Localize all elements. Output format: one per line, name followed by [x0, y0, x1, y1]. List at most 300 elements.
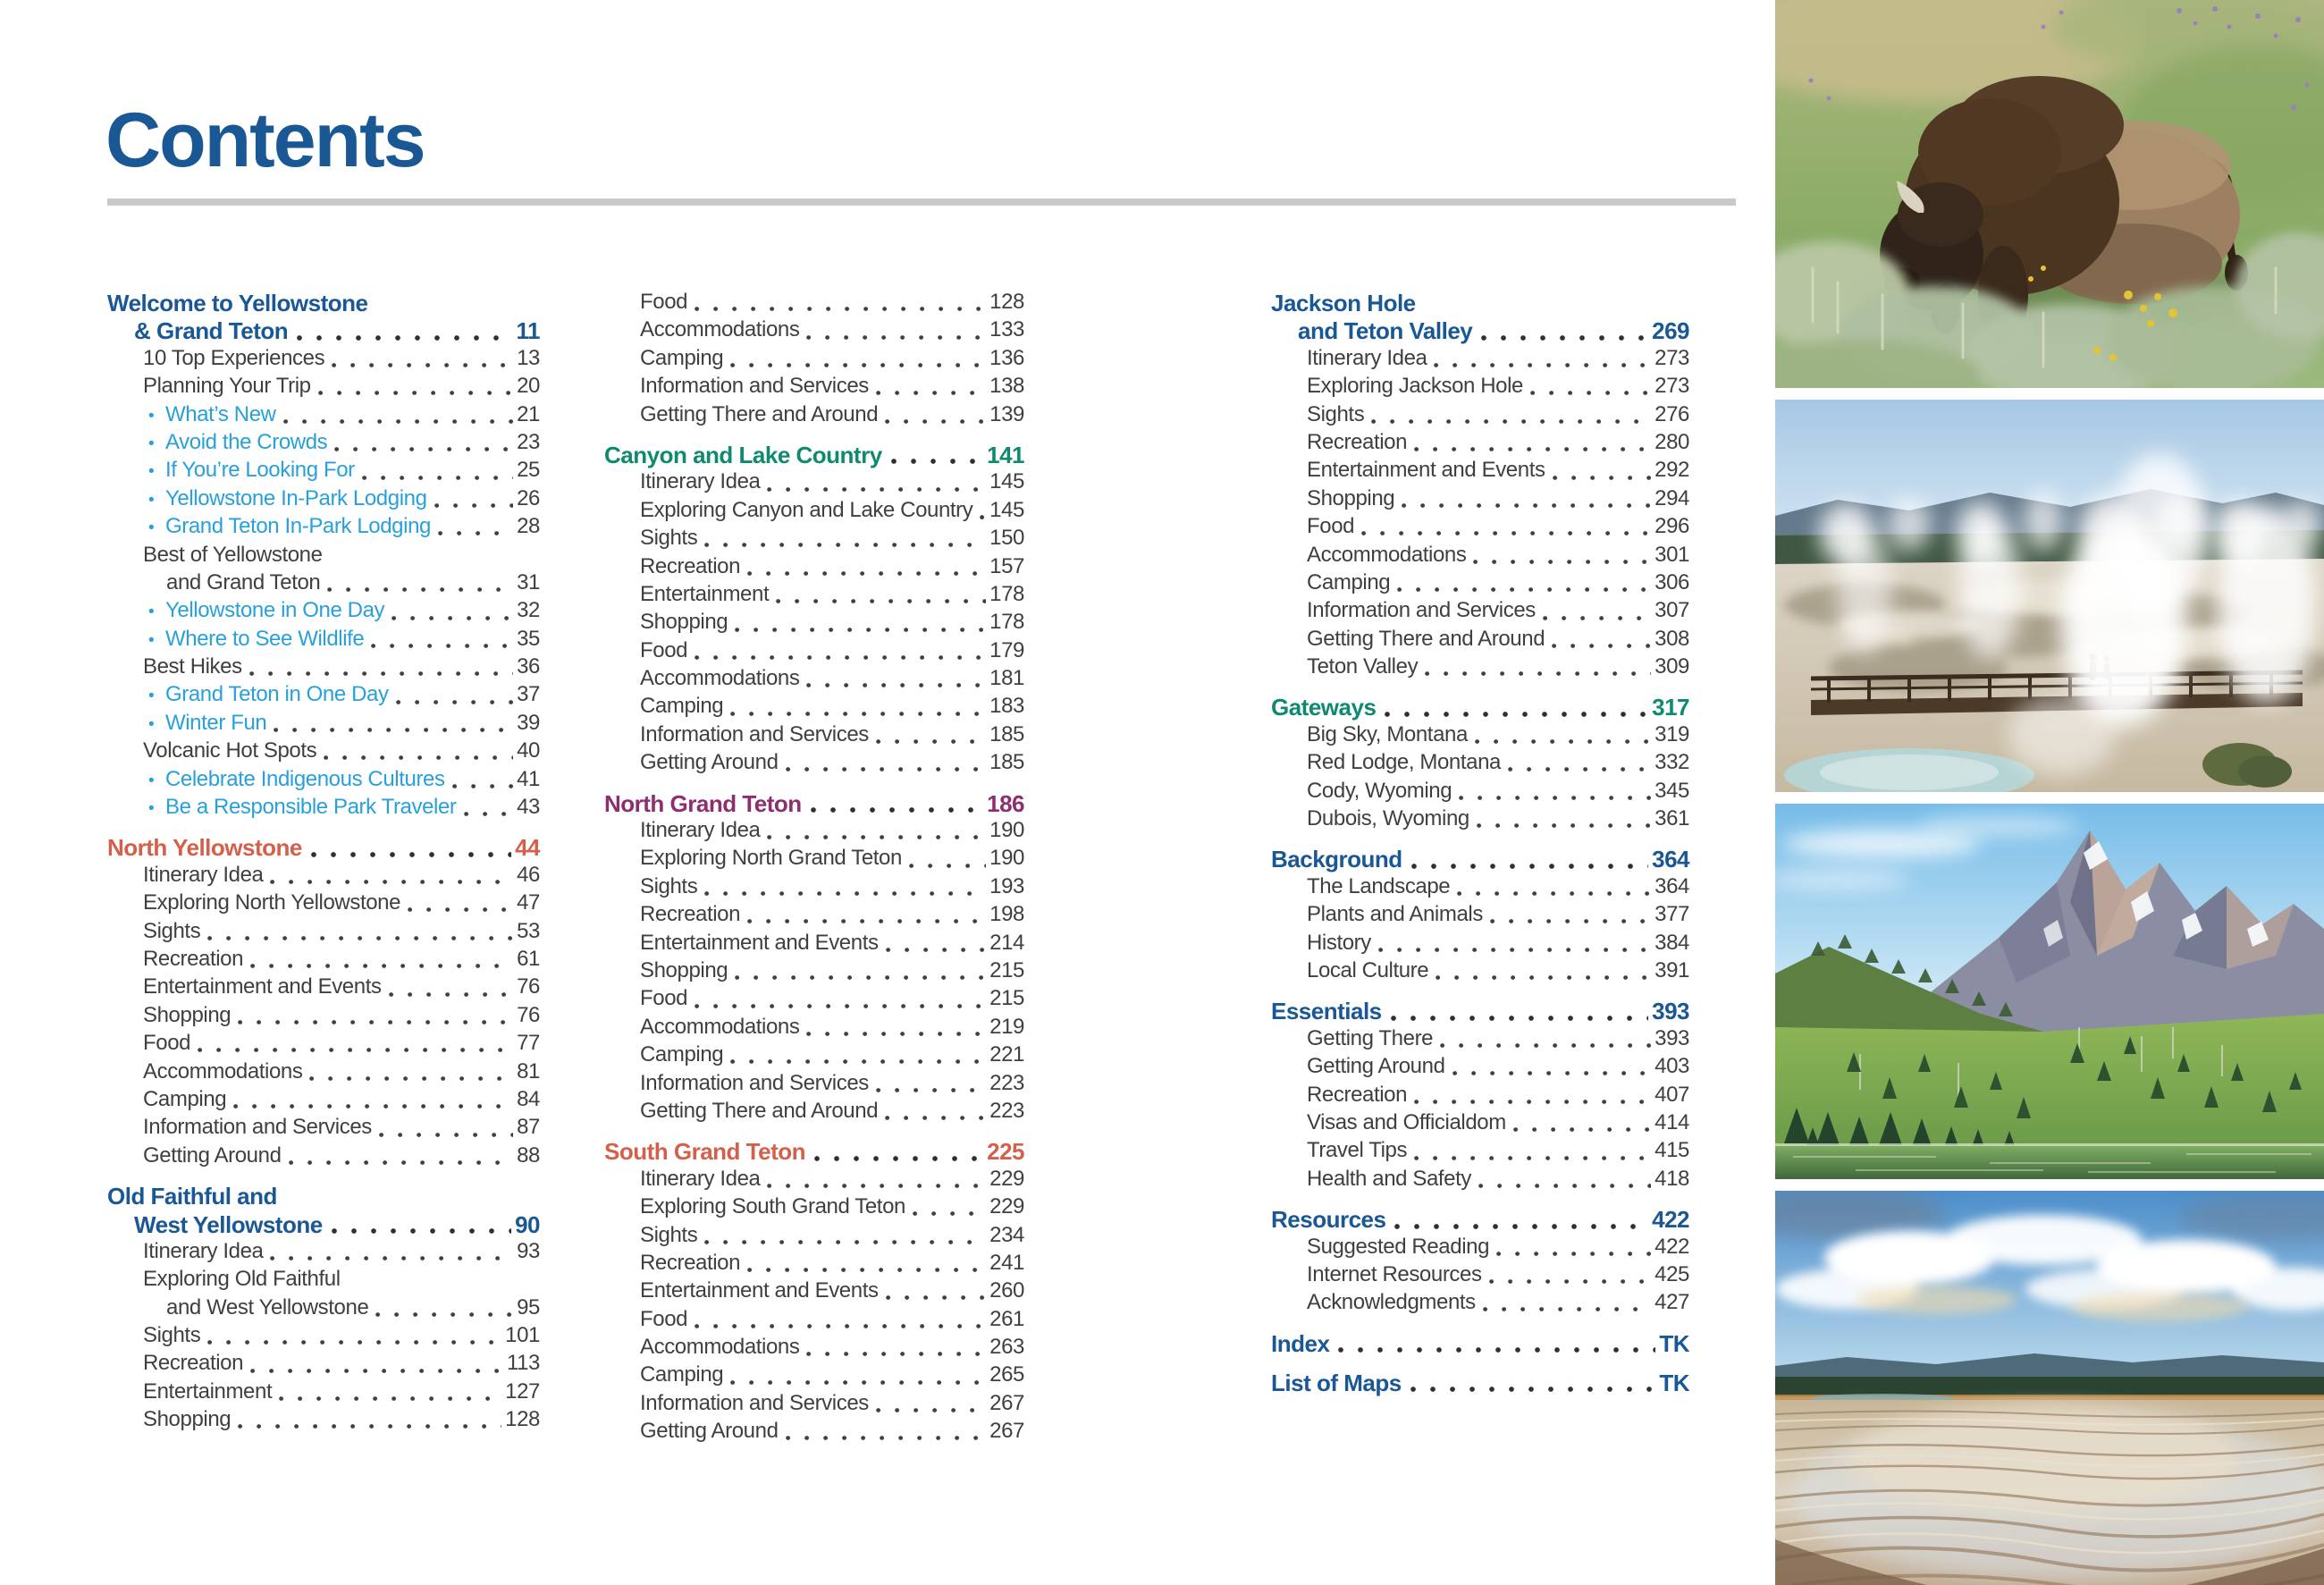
- row-label: Recreation: [640, 902, 741, 927]
- page-number: 301: [1655, 542, 1689, 567]
- page-number: 61: [517, 946, 540, 971]
- leader-dots: [747, 902, 986, 930]
- row-label: Teton Valley: [1307, 654, 1419, 679]
- toc-row: [604, 1015, 1024, 1042]
- leader-dots: [1508, 750, 1651, 778]
- photo-bison-meadow: [1775, 0, 2324, 388]
- page-number: 269: [1652, 317, 1689, 345]
- leader-dots: [1440, 1026, 1651, 1054]
- row-label: Internet Resources: [1307, 1261, 1482, 1286]
- page-number: 296: [1655, 514, 1689, 539]
- toc-row: [604, 1307, 1024, 1335]
- leader-dots: [207, 919, 513, 947]
- toc-row: [107, 486, 540, 514]
- section-title: Jackson Hole: [1271, 290, 1416, 316]
- leader-dots: [1481, 317, 1648, 345]
- leader-dots: [327, 570, 513, 598]
- row-label: Visas and Officialdom: [1307, 1109, 1506, 1134]
- toc-header-row: [604, 1138, 1024, 1166]
- toc-row: [604, 1042, 1024, 1070]
- section-title: Old Faithful and: [107, 1183, 277, 1210]
- leader-dots: [1552, 627, 1651, 654]
- leader-dots: [318, 374, 513, 401]
- toc-row: [107, 919, 540, 947]
- toc-row: [1271, 543, 1689, 570]
- page-number: 219: [989, 1014, 1024, 1039]
- page-number: 20: [517, 374, 540, 399]
- row-label: If You’re Looking For: [165, 458, 355, 483]
- page-number: 393: [1655, 1025, 1689, 1050]
- leader-dots: [233, 1087, 513, 1115]
- row-label: Getting There and Around: [640, 401, 879, 426]
- toc-row: [107, 654, 540, 682]
- row-label: Exploring Old Faithful: [143, 1267, 341, 1292]
- leader-dots: [1338, 1330, 1655, 1358]
- section-title: Welcome to Yellowstone: [107, 290, 368, 316]
- page-number: 190: [989, 846, 1024, 871]
- toc-row: [107, 1143, 540, 1171]
- bullet-dot: •: [148, 518, 155, 538]
- row-label: Recreation: [640, 1250, 741, 1275]
- bullet-dot: •: [148, 630, 155, 650]
- page-number: 308: [1655, 626, 1689, 651]
- toc-row: [107, 346, 540, 374]
- row-label: Entertainment and Events: [1307, 458, 1545, 483]
- toc-row: [604, 750, 1024, 778]
- row-label: Camping: [640, 694, 724, 719]
- page-number: 225: [987, 1138, 1024, 1166]
- bullet-dot: •: [148, 687, 155, 706]
- leader-dots: [1436, 958, 1651, 986]
- row-label: Yellowstone In-Park Lodging: [165, 485, 427, 510]
- leader-dots: [1394, 1206, 1648, 1234]
- row-label: Food: [1307, 514, 1355, 539]
- leader-dots: [704, 1223, 986, 1251]
- page-number: 273: [1655, 345, 1689, 370]
- toc-row: [107, 738, 540, 766]
- page-number: 179: [989, 637, 1024, 662]
- row-label: Camping: [640, 1042, 724, 1067]
- toc-row: [604, 1223, 1024, 1251]
- page-number: 53: [517, 918, 540, 943]
- section-title: Resources: [1271, 1206, 1386, 1234]
- toc-row: [107, 711, 540, 738]
- page-number: 13: [517, 345, 540, 370]
- page-number: 28: [517, 514, 540, 539]
- row-label: Recreation: [1307, 1082, 1408, 1107]
- page-number: 393: [1652, 998, 1689, 1025]
- leader-dots: [408, 890, 513, 918]
- toc-header-row: [1271, 998, 1689, 1025]
- toc-header-row: [1271, 1330, 1689, 1358]
- toc-row: [604, 666, 1024, 694]
- bullet-dot: •: [148, 434, 155, 453]
- row-label: Getting Around: [640, 750, 779, 775]
- page-number: 263: [989, 1335, 1024, 1360]
- row-label: Shopping: [143, 1407, 232, 1432]
- row-label: Information and Services: [640, 1390, 869, 1415]
- row-label: Information and Services: [1307, 598, 1536, 623]
- row-label: Accommodations: [143, 1058, 303, 1083]
- page-number: 384: [1655, 930, 1689, 955]
- toc-column-3: [1271, 290, 1689, 1397]
- page-number: 181: [989, 666, 1024, 691]
- row-label: Itinerary Idea: [143, 1238, 264, 1263]
- leader-dots: [695, 1307, 986, 1335]
- leader-dots: [885, 1099, 986, 1126]
- page-number: 138: [989, 374, 1024, 399]
- row-label: Recreation: [143, 1351, 244, 1376]
- toc-row: [604, 374, 1024, 401]
- leader-dots: [806, 666, 986, 694]
- leader-dots: [909, 846, 986, 873]
- leader-dots: [1457, 874, 1651, 902]
- leader-dots: [1414, 1138, 1651, 1166]
- page-number: 422: [1655, 1234, 1689, 1259]
- leader-dots: [806, 1015, 986, 1042]
- row-label: Itinerary Idea: [640, 818, 761, 843]
- page-number: 39: [517, 710, 540, 735]
- toc-row: [604, 1391, 1024, 1419]
- page-number: 403: [1655, 1054, 1689, 1079]
- leader-dots: [876, 722, 986, 750]
- page-number: 193: [989, 873, 1024, 898]
- page-number: 415: [1655, 1138, 1689, 1163]
- page-number: 25: [517, 458, 540, 483]
- mountain-lake-illustration: [1775, 804, 2324, 1179]
- toc-row: [1271, 486, 1689, 514]
- row-label: Camping: [640, 345, 724, 370]
- page-number: 139: [989, 401, 1024, 426]
- leader-dots: [289, 1143, 514, 1171]
- toc-section: [1271, 998, 1689, 1194]
- row-label: Recreation: [143, 946, 244, 971]
- leader-dots: [1473, 543, 1651, 570]
- row-label: Sights: [640, 873, 698, 898]
- page-number: TK: [1659, 1329, 1689, 1357]
- leader-dots: [250, 947, 513, 974]
- leader-dots: [1489, 1262, 1652, 1290]
- leader-dots: [876, 1391, 986, 1419]
- toc-row: [604, 1251, 1024, 1278]
- page-number: 276: [1655, 401, 1689, 426]
- page-number: 113: [506, 1351, 540, 1376]
- section-title: North Yellowstone: [107, 834, 302, 862]
- toc-header-row: [604, 790, 1024, 818]
- toc-section: [1271, 1370, 1689, 1397]
- row-label: Exploring North Yellowstone: [143, 890, 401, 915]
- row-label: Sights: [1307, 401, 1365, 426]
- leader-dots: [274, 711, 513, 738]
- leader-dots: [297, 317, 512, 345]
- leader-dots: [1475, 722, 1651, 750]
- row-label: Volcanic Hot Spots: [143, 738, 317, 763]
- leader-dots: [1391, 998, 1648, 1025]
- page-number: 198: [989, 902, 1024, 927]
- leader-dots: [332, 1211, 511, 1239]
- row-label: Entertainment: [640, 581, 770, 606]
- toc-row: [107, 1003, 540, 1031]
- leader-dots: [730, 1362, 986, 1390]
- page-number: 141: [987, 441, 1024, 468]
- toc-section: [1271, 1330, 1689, 1358]
- page-number: 128: [505, 1407, 540, 1432]
- toc-row: [1271, 1026, 1689, 1054]
- toc-row: [604, 290, 1024, 317]
- leader-dots: [332, 346, 513, 374]
- page-number: 223: [989, 1098, 1024, 1123]
- toc-row: [1271, 722, 1689, 750]
- leader-dots: [1361, 514, 1651, 542]
- page-number: 292: [1655, 458, 1689, 483]
- page-number: 267: [989, 1390, 1024, 1415]
- leader-dots: [885, 402, 986, 430]
- toc-section: [1271, 846, 1689, 986]
- page-number: 128: [989, 290, 1024, 314]
- toc-row: [1271, 958, 1689, 986]
- row-label: Getting Around: [640, 1419, 779, 1444]
- bullet-dot: •: [148, 799, 155, 819]
- page-number: 95: [517, 1294, 540, 1319]
- toc-row: [604, 638, 1024, 666]
- row-label: Exploring Canyon and Lake Country: [640, 497, 973, 522]
- toc-row: [604, 526, 1024, 553]
- leader-dots: [767, 469, 986, 497]
- toc-row: [107, 795, 540, 822]
- toc-row: [604, 1335, 1024, 1362]
- photo-teton-mountains: [1775, 804, 2324, 1179]
- toc-row: [1271, 458, 1689, 485]
- toc-row: [107, 1239, 540, 1267]
- toc-row: [107, 1087, 540, 1115]
- toc-row: [1271, 806, 1689, 834]
- toc-section: [1271, 694, 1689, 834]
- toc-row: [604, 1194, 1024, 1222]
- row-label: Dubois, Wyoming: [1307, 806, 1469, 831]
- row-label: Information and Services: [143, 1115, 372, 1140]
- toc-row: [1271, 402, 1689, 430]
- section-title: Canyon and Lake Country: [604, 441, 882, 468]
- leader-dots: [249, 654, 513, 682]
- row-label: Entertainment and Events: [640, 930, 879, 955]
- leader-dots: [238, 1407, 501, 1435]
- toc-section: [107, 834, 540, 1171]
- row-label: Camping: [640, 1362, 724, 1387]
- row-label: Getting There and Around: [1307, 626, 1545, 651]
- toc-row: [604, 554, 1024, 582]
- row-label: Accommodations: [640, 666, 800, 691]
- page-number: 43: [517, 795, 540, 820]
- row-label: Best of Yellowstone: [143, 542, 323, 567]
- toc-row: [1271, 627, 1689, 654]
- toc-row: [604, 346, 1024, 374]
- leader-dots: [747, 1251, 986, 1278]
- toc-row: [107, 1351, 540, 1378]
- toc-row: [107, 514, 540, 542]
- leader-dots: [1553, 458, 1652, 485]
- leader-dots: [1543, 598, 1651, 626]
- row-label: Food: [640, 1306, 688, 1331]
- leader-dots: [1459, 779, 1651, 806]
- row-label: Sights: [640, 526, 698, 551]
- leader-dots: [730, 346, 986, 374]
- leader-dots: [1402, 486, 1651, 514]
- row-label: Big Sky, Montana: [1307, 721, 1468, 746]
- toc-row: [107, 430, 540, 458]
- toc-row: [107, 598, 540, 626]
- row-label: Itinerary Idea: [143, 862, 264, 887]
- toc-row: [1271, 1138, 1689, 1166]
- leader-dots: [814, 1138, 983, 1166]
- leader-dots: [452, 767, 513, 795]
- leader-dots: [806, 1335, 986, 1362]
- toc-row: [604, 722, 1024, 750]
- page-number: 407: [1655, 1082, 1689, 1107]
- row-label: Health and Safety: [1307, 1166, 1471, 1191]
- leader-dots: [250, 1351, 503, 1378]
- leader-dots: [730, 694, 986, 721]
- row-label: and Grand Teton: [166, 569, 321, 594]
- page-number: 186: [987, 789, 1024, 817]
- page-number: 280: [1655, 429, 1689, 454]
- page-number: 145: [989, 469, 1024, 494]
- toc-row: [107, 1267, 540, 1294]
- row-label: Camping: [1307, 569, 1391, 594]
- row-label: Information and Services: [640, 374, 869, 399]
- row-label: Winter Fun: [165, 710, 267, 735]
- toc-row: [1271, 779, 1689, 806]
- leader-dots: [1378, 931, 1651, 958]
- page-number: 221: [989, 1042, 1024, 1067]
- section-title: West Yellowstone: [134, 1210, 323, 1238]
- toc-row: [107, 863, 540, 890]
- toc-header-row: [1271, 1370, 1689, 1397]
- leader-dots: [695, 290, 986, 317]
- toc-row: [107, 1295, 540, 1323]
- toc-row: [1271, 750, 1689, 778]
- toc-row: [604, 582, 1024, 610]
- toc-row: [604, 694, 1024, 721]
- page-number: 84: [517, 1086, 540, 1111]
- row-label: Getting Around: [1307, 1054, 1445, 1079]
- leader-dots: [270, 1239, 513, 1267]
- leader-dots: [1513, 1110, 1651, 1138]
- page-number: 47: [517, 890, 540, 915]
- row-label: Where to See Wildlife: [165, 626, 365, 651]
- row-label: Be a Responsible Park Traveler: [165, 795, 457, 820]
- toc-row: [604, 818, 1024, 846]
- toc-row: [604, 986, 1024, 1014]
- page-number: 364: [1652, 846, 1689, 873]
- row-label: Getting Around: [143, 1142, 282, 1168]
- page-number: 273: [1655, 374, 1689, 399]
- page-number: 377: [1655, 902, 1689, 927]
- toc-row: [1271, 430, 1689, 458]
- row-label: Recreation: [640, 553, 741, 578]
- page-number: 23: [517, 429, 540, 454]
- page-number: 87: [517, 1115, 540, 1140]
- toc-row: [107, 1031, 540, 1058]
- page-number: 76: [517, 974, 540, 999]
- page-number: 41: [517, 766, 540, 791]
- leader-dots: [1483, 1290, 1651, 1318]
- toc-row: [107, 767, 540, 795]
- section-title: Essentials: [1271, 998, 1382, 1025]
- leader-dots: [695, 986, 986, 1014]
- toc-row: [604, 1278, 1024, 1306]
- row-label: Sights: [143, 918, 201, 943]
- leader-dots: [786, 1419, 987, 1446]
- row-label: Itinerary Idea: [1307, 345, 1427, 370]
- page-number: 345: [1655, 778, 1689, 803]
- photo-mineral-flats: [1775, 1191, 2324, 1585]
- row-label: Food: [640, 637, 688, 662]
- toc-header-row: [604, 442, 1024, 469]
- leader-dots: [767, 818, 986, 846]
- page-number: 136: [989, 345, 1024, 370]
- toc-row: [604, 902, 1024, 930]
- row-label: Planning Your Trip: [143, 374, 311, 399]
- toc-header-row: [1271, 317, 1689, 345]
- page-number: 294: [1655, 485, 1689, 510]
- leader-dots: [438, 514, 513, 542]
- toc-header-row: [1271, 694, 1689, 721]
- toc-row: [1271, 654, 1689, 682]
- leader-dots: [1478, 1167, 1651, 1194]
- page-number: 234: [989, 1222, 1024, 1247]
- toc-row: [1271, 346, 1689, 374]
- page-number: TK: [1659, 1370, 1689, 1397]
- toc-row: [1271, 1167, 1689, 1194]
- page-number: 36: [517, 654, 540, 679]
- toc-row: [107, 1323, 540, 1351]
- toc-section: [1271, 290, 1689, 682]
- leader-dots: [389, 974, 514, 1002]
- row-label: Accommodations: [640, 1014, 800, 1039]
- toc-row: [107, 1115, 540, 1142]
- page-number: 90: [515, 1210, 540, 1238]
- toc-row: [604, 1071, 1024, 1099]
- row-label: Entertainment: [143, 1378, 273, 1404]
- page-number: 145: [989, 497, 1024, 522]
- page-number: 40: [517, 738, 540, 763]
- bullet-dot: •: [148, 462, 155, 482]
- bullet-dot: •: [148, 490, 155, 510]
- row-label: Food: [640, 290, 688, 314]
- page-number: 319: [1655, 721, 1689, 746]
- leader-dots: [1530, 374, 1651, 401]
- toc-header-row: [1271, 1206, 1689, 1234]
- page-number: 127: [505, 1378, 540, 1404]
- toc-header-row: [107, 1211, 540, 1239]
- leader-dots: [891, 442, 983, 469]
- toc-header-row: [107, 317, 540, 345]
- leader-dots: [1397, 570, 1651, 598]
- row-label: Accommodations: [1307, 542, 1467, 567]
- row-label: Food: [640, 986, 688, 1011]
- toc-row: [604, 1419, 1024, 1446]
- page-number: 260: [989, 1278, 1024, 1303]
- leader-dots: [311, 834, 511, 862]
- toc-row: [604, 1099, 1024, 1126]
- leader-dots: [362, 458, 513, 485]
- section-title: and Teton Valley: [1298, 317, 1473, 345]
- page-number: 418: [1655, 1166, 1689, 1191]
- toc-row: [604, 1167, 1024, 1194]
- leader-dots: [1425, 654, 1651, 682]
- row-label: Grand Teton In-Park Lodging: [165, 514, 431, 539]
- leader-dots: [1452, 1054, 1652, 1082]
